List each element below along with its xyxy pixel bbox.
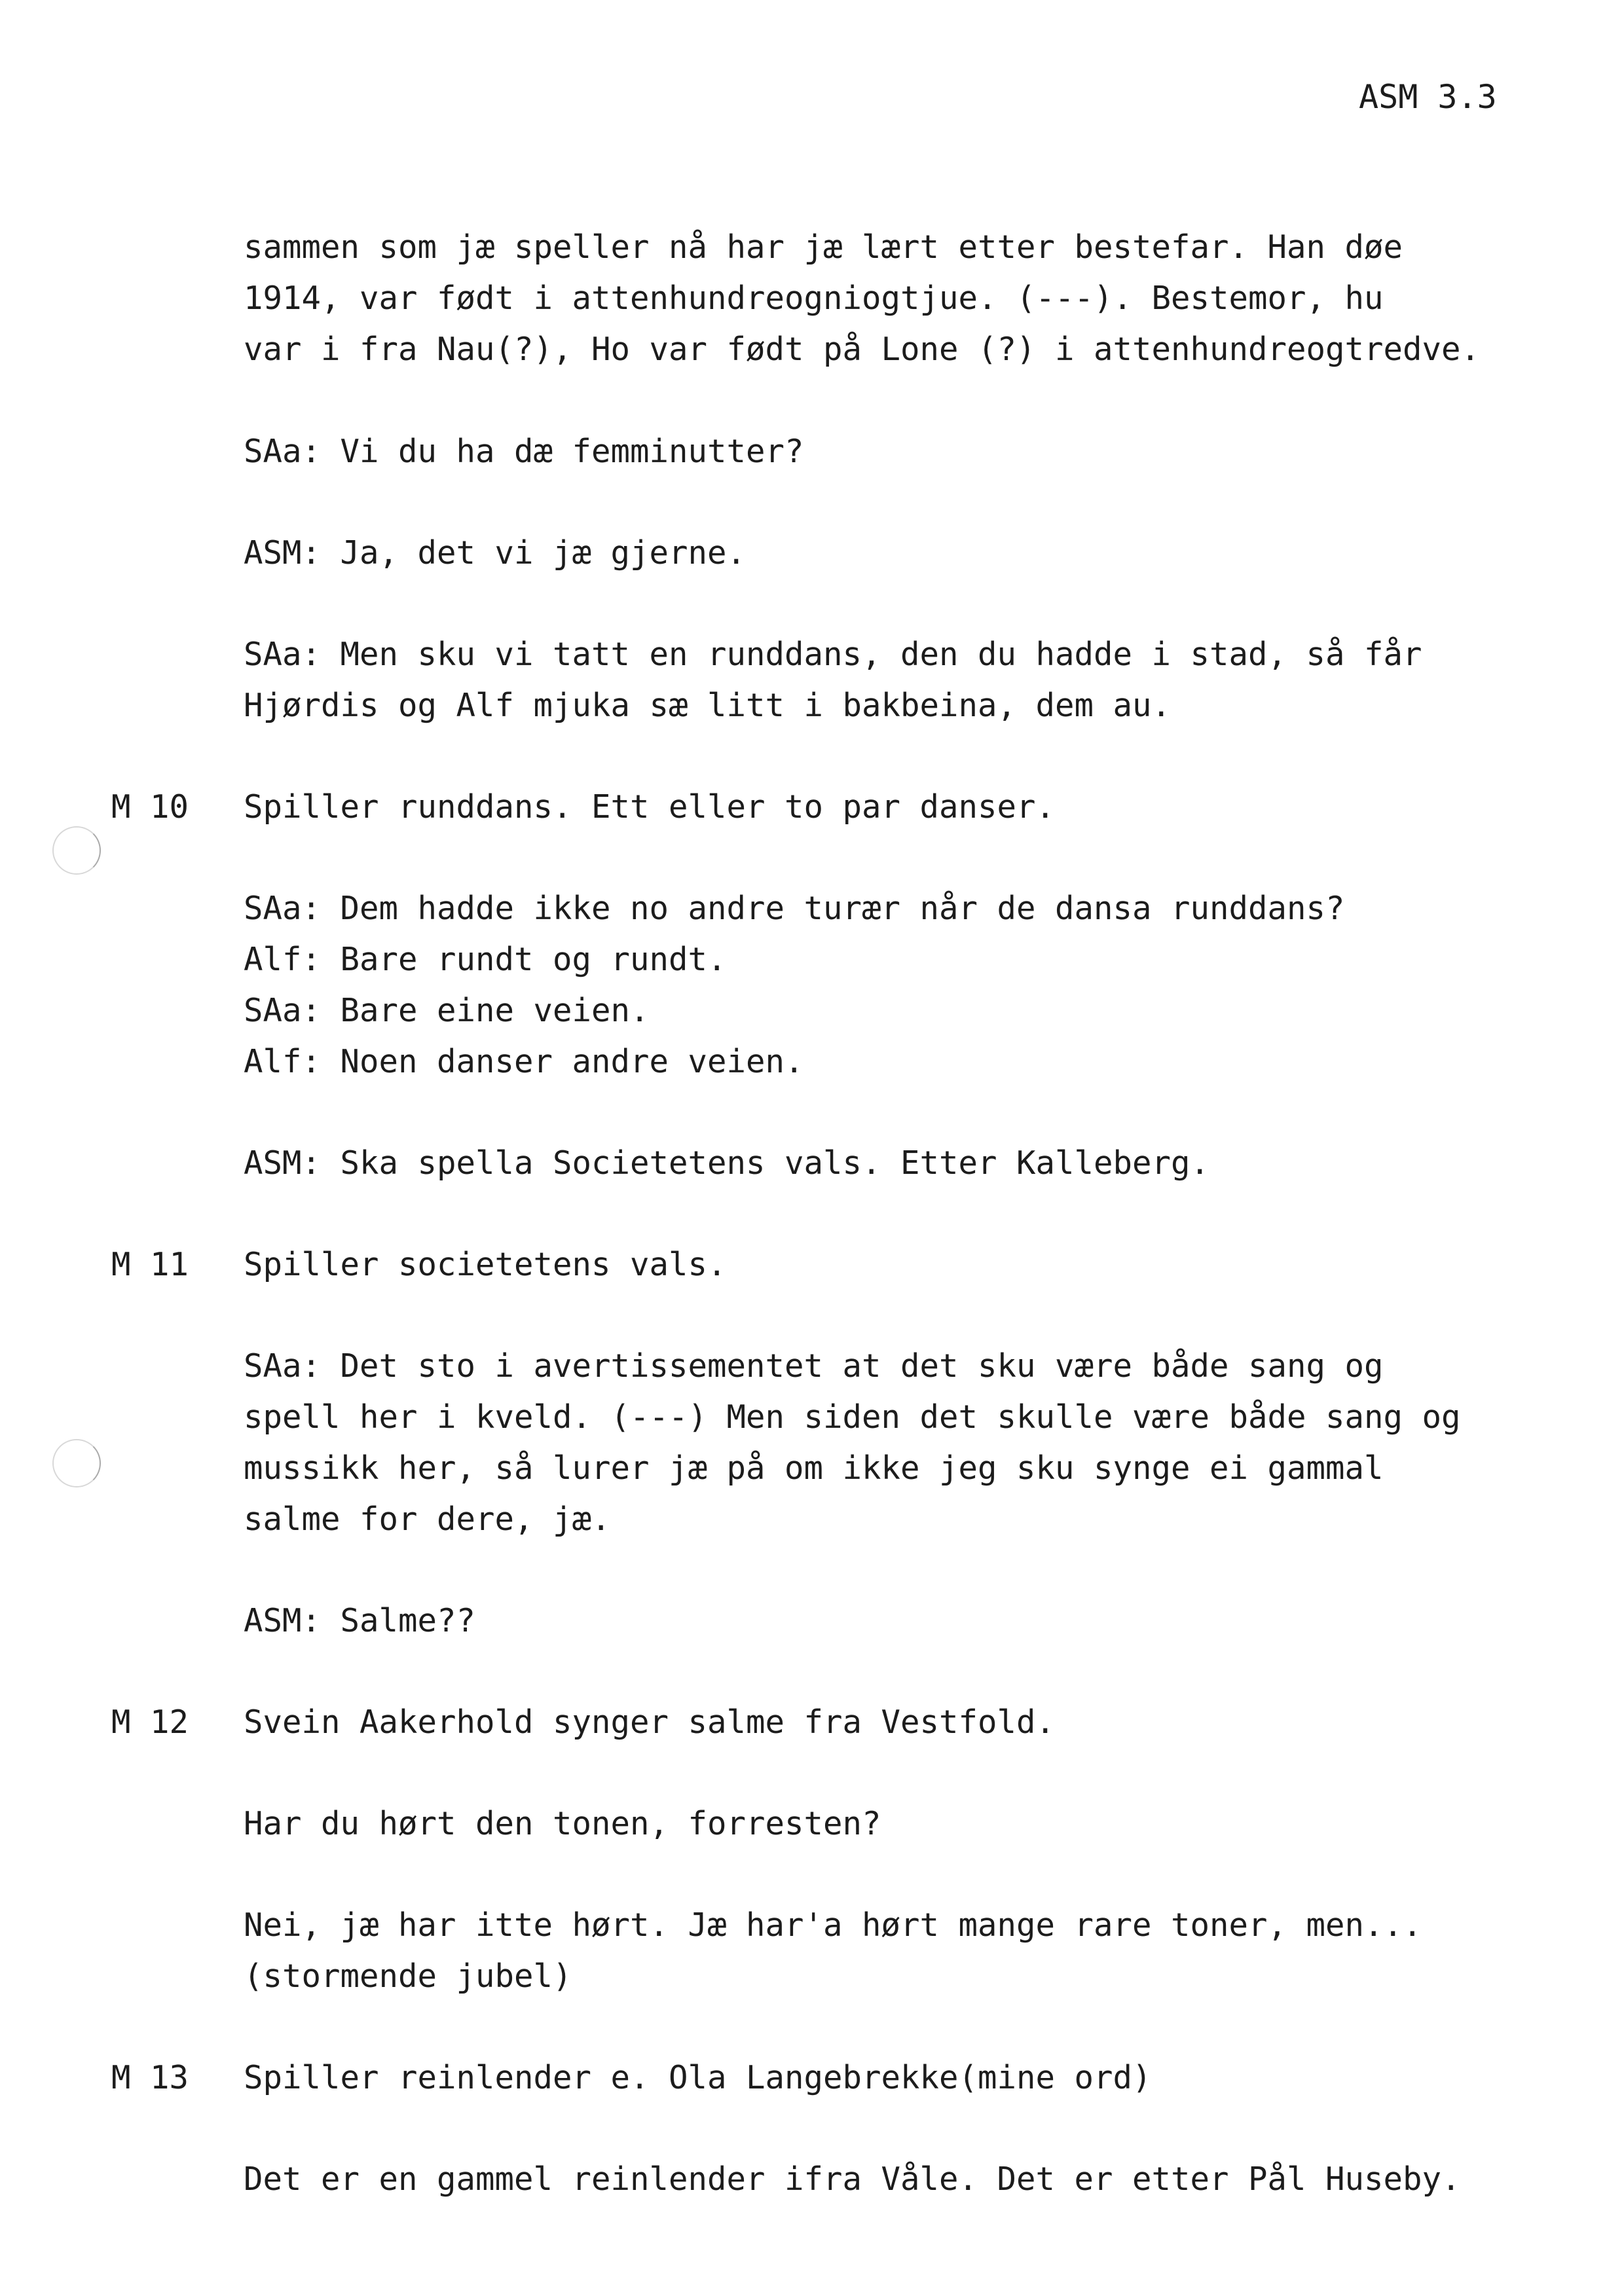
text-line: Svein Aakerhold synger salme fra Vestfold.: [244, 1704, 1056, 1741]
text-line: Nei, jæ har itte hørt. Jæ har'a hørt mange rare toner, men...: [244, 1906, 1422, 1944]
text-line: Spiller societetens vals.: [244, 1246, 727, 1283]
section-marker: M 10: [111, 788, 189, 826]
text-line: ASM: Ska spella Societetens vals. Etter Kalleberg.: [244, 1144, 1210, 1182]
punch-hole-top: [52, 826, 101, 875]
text-line: 1914, var født i attenhundreogniogtjue. (---). Bestemor, hu: [244, 280, 1384, 317]
text-line: ASM: Salme??: [244, 1602, 476, 1639]
text-line: Hjørdis og Alf mjuka sæ litt i bakbeina, dem au.: [244, 687, 1172, 724]
text-line: (stormende jubel): [244, 1958, 572, 1995]
text-line: Spiller runddans. Ett eller to par danser.: [244, 788, 1056, 826]
text-line: Alf: Bare rundt og rundt.: [244, 941, 727, 978]
text-line: salme for dere, jæ.: [244, 1501, 611, 1538]
section-marker: M 11: [111, 1246, 189, 1283]
text-line: Spiller reinlender e. Ola Langebrekke(mine ord): [244, 2059, 1152, 2096]
text-line: Har du hørt den tonen, forresten?: [244, 1805, 881, 1842]
text-line: spell her i kveld. (---) Men siden det skulle være både sang og: [244, 1398, 1461, 1436]
page-number: ASM 3.3: [1359, 78, 1497, 116]
text-line: sammen som jæ speller nå har jæ lært etter bestefar. Han døe: [244, 228, 1403, 266]
text-line: Alf: Noen danser andre veien.: [244, 1043, 804, 1080]
text-line: SAa: Vi du ha dæ femminutter?: [244, 433, 804, 470]
section-marker: M 13: [111, 2059, 189, 2096]
text-line: SAa: Bare eine veien.: [244, 992, 650, 1029]
text-line: Det er en gammel reinlender ifra Våle. Det er etter Pål Huseby.: [244, 2160, 1461, 2198]
text-line: SAa: Dem hadde ikke no andre turær når de dansa runddans?: [244, 890, 1345, 927]
text-line: SAa: Det sto i avertissementet at det sku være både sang og: [244, 1347, 1384, 1385]
text-line: mussikk her, så lurer jæ på om ikke jeg sku synge ei gammal: [244, 1449, 1384, 1487]
text-line: ASM: Ja, det vi jæ gjerne.: [244, 534, 747, 572]
section-marker: M 12: [111, 1704, 189, 1741]
text-line: SAa: Men sku vi tatt en runddans, den du hadde i stad, så får: [244, 636, 1422, 673]
punch-hole-bottom: [52, 1439, 101, 1487]
text-line: var i fra Nau(?), Ho var født på Lone (?) i attenhundreogtredve.: [244, 331, 1481, 368]
